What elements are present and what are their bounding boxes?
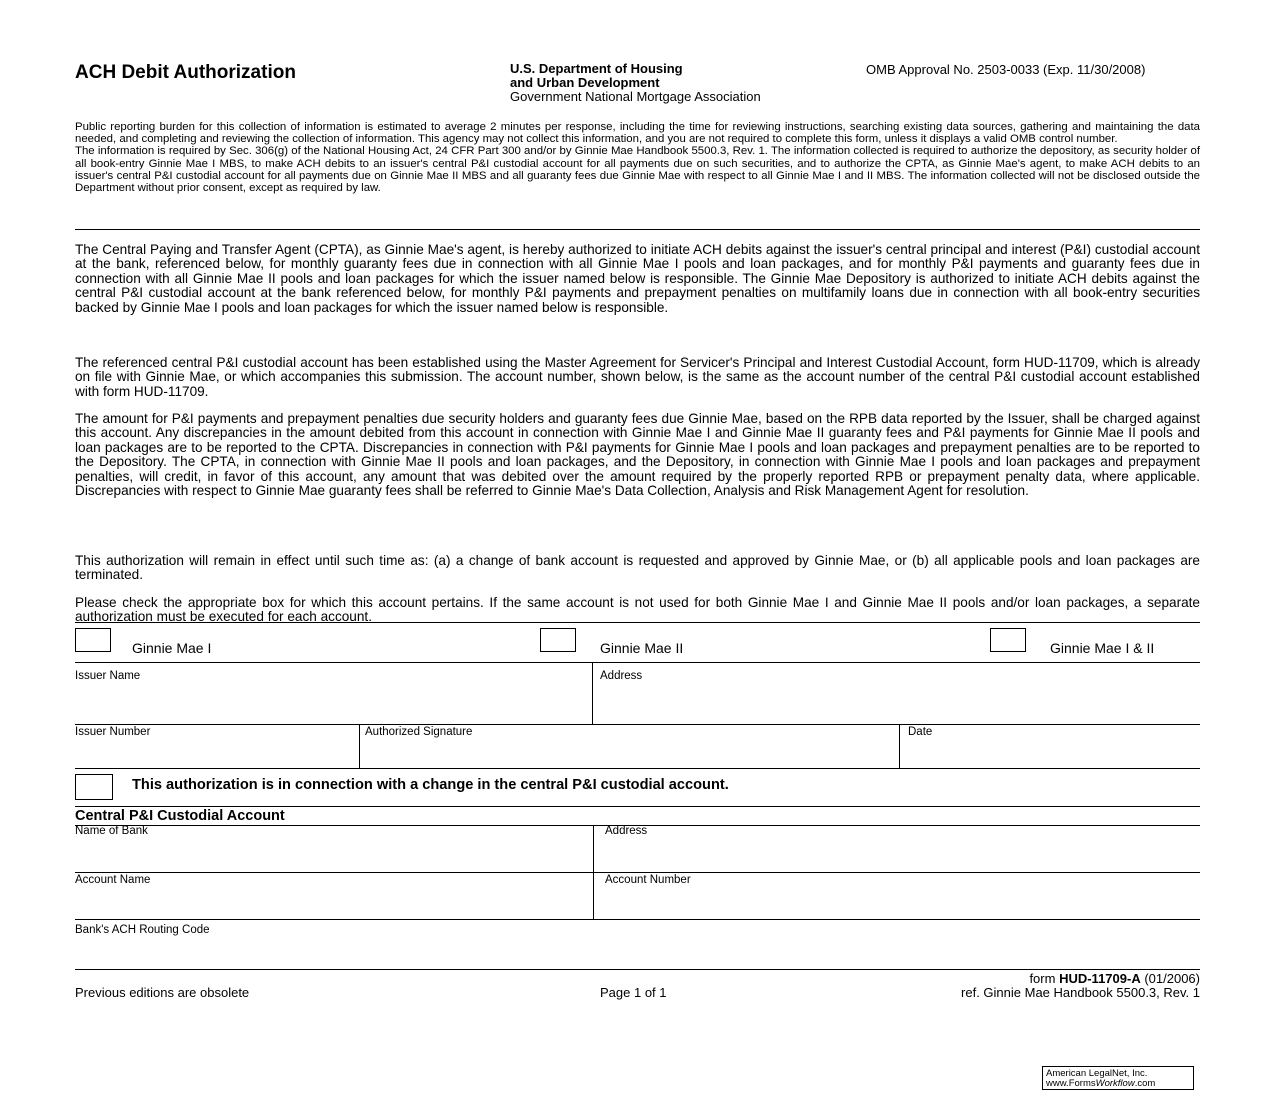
handbook-reference: ref. Ginnie Mae Handbook 5500.3, Rev. 1 bbox=[961, 985, 1200, 1000]
form-number-line bbox=[880, 972, 1200, 986]
bank-address-field[interactable] bbox=[594, 825, 1200, 872]
burden-paragraph-1: Public reporting burden for this collection of information is estimated to average 2 minutes per response, including the time for reviewing instructions, searching existing data sources, gathering and maintaining the data needed, and completing and reviewing the collection of information. This agency may not collect this information, and you are not required to complete this form, unless it displays a valid OMB control number. bbox=[75, 121, 1200, 146]
section-title: Central P&I Custodial Account bbox=[75, 808, 285, 824]
ginnie-mae-ii-checkbox[interactable] bbox=[540, 628, 576, 652]
issuer-number-label: Issuer Number bbox=[75, 726, 151, 738]
agency-line-1: U.S. Department of Housing bbox=[510, 61, 683, 76]
form-prefix: form bbox=[1029, 971, 1056, 986]
ginnie-mae-i-label: Ginnie Mae I bbox=[132, 640, 212, 656]
omb-approval: OMB Approval No. 2503-0033 (Exp. 11/30/2008) bbox=[866, 62, 1146, 77]
authorization-paragraph: The Central Paying and Transfer Agent (CPTA), as Ginnie Mae's agent, is hereby authorized to initiate ACH debits against the issuer's central principal and interest (P&I) custodial account at the bank, referenced below, for monthly guaranty fees due in connection with all Ginnie Mae I pools and loan packages, and for monthly P&I payments and guaranty fees due in connection with all Ginnie Mae II pools and loan packages for which the issuer named below is responsible. The Ginnie Mae Depository is authorized to initiate ACH debits against the central P&I custodial account at the bank referenced below, for monthly P&I payments and prepayment penalties on multifamily loans due in connection with all book-entry securities backed by Ginnie Mae I pools and loan packages for which the issuer named below is responsible. bbox=[75, 242, 1200, 315]
instruction-paragraph: Please check the appropriate box for which this account pertains. If the same account is not used for both Ginnie Mae I and Ginnie Mae II pools and/or loan packages, a separate authorization must be executed for each account. bbox=[75, 595, 1200, 625]
account-change-notice: This authorization is in connection with a change in the central P&I custodial account. bbox=[132, 777, 729, 793]
divider bbox=[75, 768, 1200, 769]
form-date: (01/2006) bbox=[1144, 971, 1200, 986]
divider bbox=[75, 229, 1200, 230]
ginnie-mae-i-and-ii-checkbox[interactable] bbox=[990, 628, 1026, 652]
account-change-checkbox[interactable] bbox=[75, 774, 113, 800]
routing-code-field[interactable] bbox=[75, 919, 1200, 969]
obsolete-notice: Previous editions are obsolete bbox=[75, 985, 250, 1000]
publisher-name: American LegalNet, Inc. bbox=[1046, 1068, 1148, 1079]
issuer-number-field[interactable] bbox=[75, 724, 359, 768]
date-field[interactable] bbox=[900, 724, 1200, 768]
custodial-account-paragraph: The referenced central P&I custodial account has been established using the Master Agreement for Servicer's Principal and Interest Custodial Account, form HUD-11709, which is already on file with Ginnie Mae, or which accompanies this submission. The account number, shown below, is the same as the account number of the central P&I custodial account established with form HUD-11709. bbox=[75, 355, 1200, 399]
ginnie-mae-i-and-ii-label: Ginnie Mae I & II bbox=[1050, 640, 1155, 656]
issuer-name-field[interactable] bbox=[75, 662, 592, 724]
ginnie-mae-i-checkbox[interactable] bbox=[75, 628, 111, 652]
issuer-address-label: Address bbox=[600, 670, 643, 682]
publisher-url bbox=[1046, 1079, 1190, 1089]
publisher-stamp bbox=[1042, 1066, 1194, 1090]
divider bbox=[75, 622, 1200, 623]
agency-line-2: and Urban Development bbox=[510, 75, 660, 90]
agency-block bbox=[510, 62, 761, 104]
routing-code-label: Bank's ACH Routing Code bbox=[75, 924, 210, 936]
form-title: ACH Debit Authorization bbox=[75, 62, 296, 83]
bank-name-field[interactable] bbox=[75, 825, 593, 872]
date-label: Date bbox=[908, 726, 933, 738]
publisher-url-prefix: www.Forms bbox=[1046, 1078, 1096, 1089]
discrepancy-paragraph: The amount for P&I payments and prepayment penalties due security holders and guaranty fees due Ginnie Mae, based on the RPB data reported by the Issuer, shall be charged against this account. Any discrepancies in the amount debited from this account in connection with Ginnie Mae I and Ginnie Mae II guaranty fees and P&I payments for Ginnie Mae II pools and loan packages are to be reported to the CPTA. Discrepancies in connection with P&I payments for Ginnie Mae I pools and loan packages and prepayment penalties are to be reported to the Depository. The CPTA, in connection with Ginnie Mae II pools and loan packages, and the Depository, in connection with Ginnie Mae I pools and loan packages and prepayment penalties, will credit, in favor of this account, any amount that was debited over the amount required by the properly reported RPB or prepayment penalty data, where applicable. Discrepancies with respect to Ginnie Mae guaranty fees shall be referred to Ginnie Mae's Data Collection, Analysis and Risk Management Agent for resolution. bbox=[75, 411, 1200, 499]
divider bbox=[75, 969, 1200, 970]
authorized-signature-field[interactable] bbox=[360, 724, 899, 768]
ginnie-mae-ii-label: Ginnie Mae II bbox=[600, 640, 684, 656]
account-number-field[interactable] bbox=[594, 872, 1200, 919]
form-number: HUD-11709-A bbox=[1059, 971, 1141, 986]
burden-paragraph-2: The information is required by Sec. 306(g) of the National Housing Act, 24 CFR Part 300 and/or by Ginnie Mae Handbook 5500.3, Rev. 1. The information collected is required to authorize the depository, as security holder of all book-entry Ginnie Mae I MBS, to make ACH debits to an issuer's central P&I custodial account for all payments due on such securities, and to authorize the CPTA, as Ginnie Mae's agent, to make ACH debits to an issuer's central P&I custodial account for all payments due on Ginnie Mae II MBS and all guaranty fees due Ginnie Mae with respect to all Ginnie Mae I and II MBS. The information collected will not be disclosed outside the Department without prior consent, except as required by law. bbox=[75, 145, 1200, 195]
account-number-label: Account Number bbox=[605, 874, 691, 886]
account-name-field[interactable] bbox=[75, 872, 593, 919]
issuer-address-field[interactable] bbox=[593, 662, 1200, 724]
publisher-url-italic: Workflow bbox=[1095, 1078, 1135, 1089]
burden-statement bbox=[75, 121, 1200, 194]
publisher-url-suffix: .com bbox=[1134, 1078, 1156, 1089]
effective-period-paragraph: This authorization will remain in effect until such time as: (a) a change of bank account is requested and approved by Ginnie Mae, or (b) all applicable pools and loan packages are terminated. bbox=[75, 553, 1200, 583]
bank-name-label: Name of Bank bbox=[75, 825, 148, 837]
divider bbox=[75, 806, 1200, 807]
issuer-name-label: Issuer Name bbox=[75, 670, 141, 682]
bank-address-label: Address bbox=[605, 825, 648, 837]
form-reference-block bbox=[880, 972, 1200, 1000]
page-number: Page 1 of 1 bbox=[600, 985, 667, 1000]
account-name-label: Account Name bbox=[75, 874, 151, 886]
agency-line-3: Government National Mortgage Association bbox=[510, 89, 761, 104]
authorized-signature-label: Authorized Signature bbox=[365, 726, 473, 738]
